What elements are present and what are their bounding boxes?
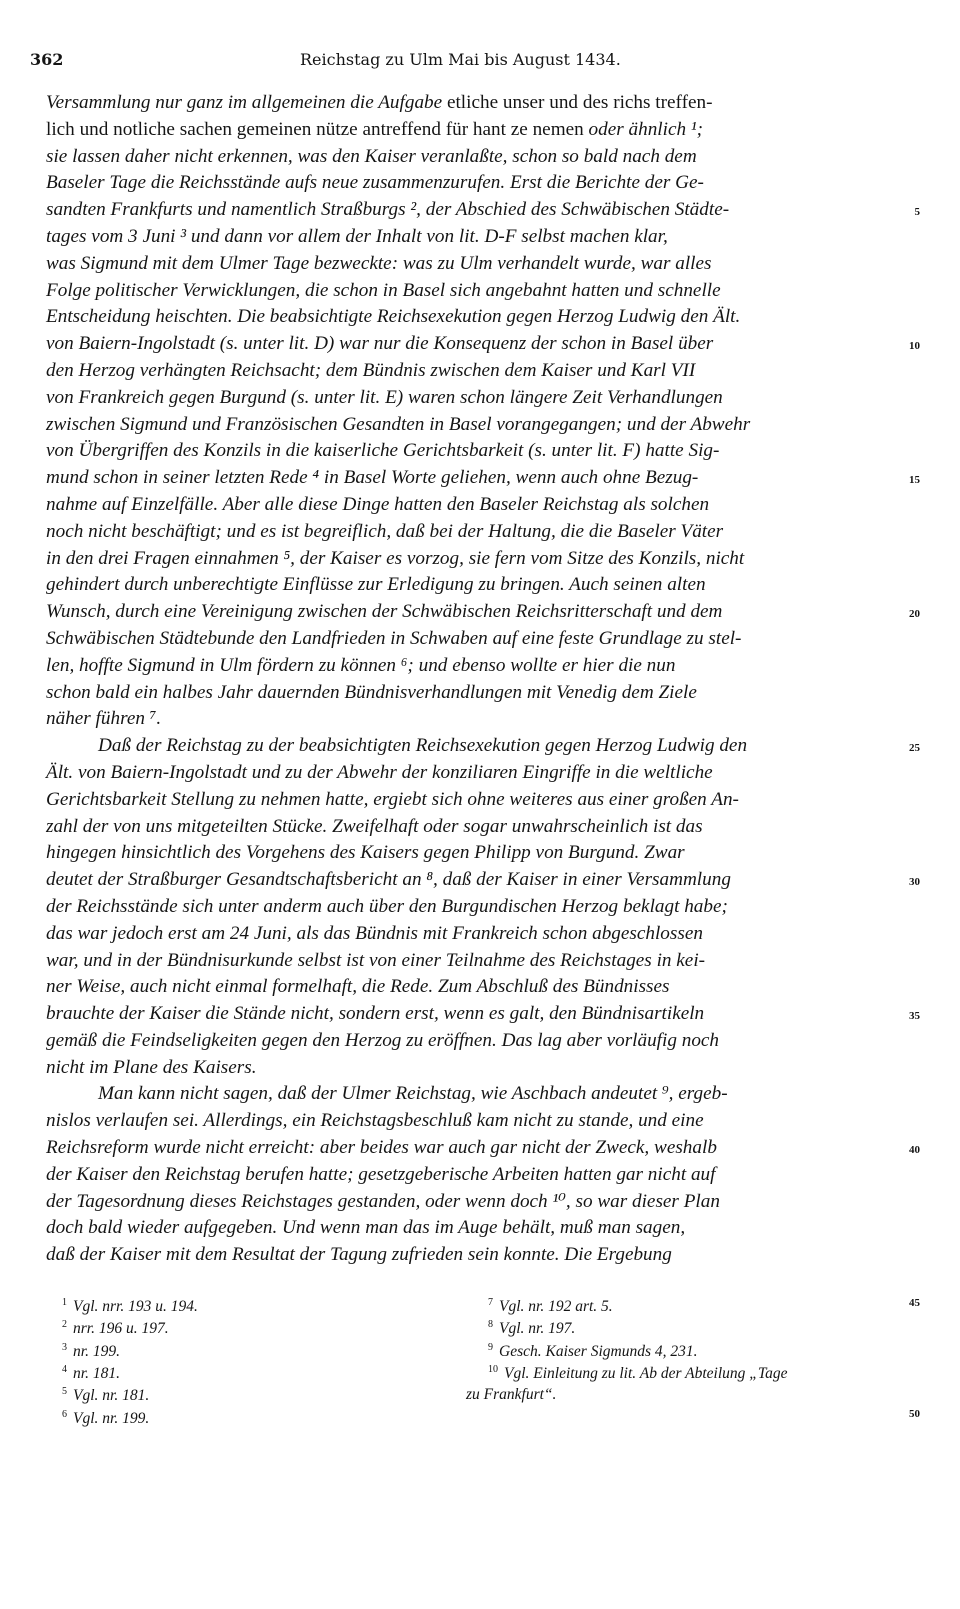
footnote bbox=[488, 1364, 787, 1383]
text-line bbox=[46, 412, 894, 439]
text-segment: Reichsreform wurde nicht erreicht: aber beides war auch gar nicht der Zweck, weshalb bbox=[46, 1137, 717, 1159]
text-segment: etliche unser und des richs treffen- bbox=[446, 92, 713, 113]
footnote-mark: 3 bbox=[62, 1341, 67, 1353]
text-line bbox=[46, 304, 894, 331]
footnote bbox=[488, 1342, 697, 1361]
text-line bbox=[46, 519, 894, 546]
text-line bbox=[46, 1028, 894, 1055]
footnote bbox=[62, 1319, 169, 1338]
footnote bbox=[62, 1342, 120, 1361]
text-segment: doch bald wieder aufgegeben. Und wenn man das im Auge behält, muß man sagen, bbox=[46, 1217, 686, 1239]
text-line bbox=[46, 438, 894, 465]
text-segment: brauchte der Kaiser die Stände nicht, sondern erst, wenn es galt, den Bündnisartikeln bbox=[46, 1003, 705, 1025]
text-segment: Gerichtsbarkeit Stellung zu nehmen hatte, ergiebt sich ohne weiteres aus einer großen An- bbox=[46, 788, 739, 810]
footnote bbox=[62, 1364, 120, 1383]
text-segment: von Übergriffen des Konzils in die kaiserliche Gerichtsbarkeit (s. unter lit. F) hatte Sig- bbox=[46, 440, 720, 462]
text-line bbox=[46, 278, 894, 305]
text-segment: noch nicht beschäftigt; und es ist begreiflich, daß bei der Haltung, die die Baseler Väter bbox=[46, 520, 724, 542]
text-segment: Ält. von Baiern-Ingolstadt und zu der Abwehr der konziliaren Eingriffe in die weltliche bbox=[46, 761, 713, 783]
footnote-mark: 1 bbox=[62, 1297, 67, 1308]
text-line bbox=[46, 760, 894, 787]
footnote-text: Vgl. Einleitung zu lit. Ab der Abteilung „Tage bbox=[504, 1365, 788, 1383]
running-title: Reichstag zu Ulm Mai bis August 1434. bbox=[300, 50, 621, 69]
text-segment: Folge politischer Verwicklungen, die schon in Basel sich angebahnt hatten und schnelle bbox=[46, 279, 721, 301]
footnote-text: Vgl. nr. 199. bbox=[73, 1409, 150, 1427]
text-segment: nahme auf Einzelfälle. Aber alle diese Dinge hatten den Baseler Reichstag als solchen bbox=[46, 493, 710, 515]
text-line bbox=[46, 653, 894, 680]
text-segment: das war jedoch erst am 24 Juni, als das Bündnis mit Frankreich schon abgeschlossen bbox=[46, 922, 703, 944]
text-segment: gehindert durch unberechtigte Einflüsse zur Erledigung zu bringen. Auch seinen alten bbox=[46, 574, 706, 596]
text-line bbox=[46, 706, 894, 733]
text-line bbox=[46, 599, 894, 626]
text-segment: in den drei Fragen einnahmen ⁵, der Kaiser es vorzog, sie fern vom Sitze des Konzils, nicht bbox=[46, 547, 745, 569]
text-segment: Wunsch, durch eine Vereinigung zwischen der Schwäbischen Reichsritterschaft und dem bbox=[46, 601, 723, 623]
text-line bbox=[46, 814, 894, 841]
text-line bbox=[46, 197, 894, 224]
footnote-text: zu Frankfurt“. bbox=[466, 1386, 557, 1404]
footnote-mark: 6 bbox=[62, 1408, 67, 1420]
footnote-mark: 8 bbox=[488, 1319, 493, 1331]
footnote-text: nr. 199. bbox=[73, 1342, 120, 1360]
footnote-text: Vgl. nrr. 193 u. 194. bbox=[73, 1298, 198, 1316]
text-segment: schon bald ein halbes Jahr dauernden Bündnisverhandlungen mit Venedig dem Ziele bbox=[46, 681, 697, 703]
text-segment: näher führen ⁷. bbox=[46, 708, 162, 730]
footnote-text: nr. 181. bbox=[73, 1365, 120, 1383]
text-line bbox=[46, 867, 894, 894]
footnote-text: nrr. 196 u. 197. bbox=[73, 1320, 169, 1338]
text-line bbox=[46, 1215, 894, 1242]
text-segment: zahl der von uns mitgeteilten Stücke. Zweifelhaft oder sogar unwahrscheinlich ist das bbox=[46, 815, 703, 837]
text-segment: tages vom 3 Juni ³ und dann vor allem der Inhalt von lit. D-F selbst machen klar, bbox=[46, 225, 668, 247]
footnote bbox=[62, 1386, 149, 1405]
footnote-text: Gesch. Kaiser Sigmunds 4, 231. bbox=[499, 1342, 698, 1360]
text-line bbox=[46, 546, 894, 573]
line-number: 25 bbox=[909, 742, 920, 755]
page-number: 362 bbox=[30, 50, 64, 69]
text-segment: Man kann nicht sagen, daß der Ulmer Reichstag, wie Aschbach andeutet ⁹, ergeb- bbox=[98, 1083, 728, 1105]
text-line bbox=[46, 894, 894, 921]
text-segment: der Kaiser den Reichstag berufen hatte; gesetzgeberische Arbeiten hatten gar nicht auf bbox=[46, 1163, 716, 1185]
text-segment: nislos verlaufen sei. Allerdings, ein Reichstagsbeschluß kam nicht zu stande, und eine bbox=[46, 1110, 704, 1132]
text-line bbox=[46, 572, 894, 599]
text-segment: gemäß die Feindseligkeiten gegen den Herzog zu eröffnen. Das lag aber vorläufig noch bbox=[46, 1029, 720, 1051]
text-line bbox=[46, 948, 894, 975]
text-segment: was Sigmund mit dem Ulmer Tage bezweckte: was zu Ulm verhandelt wurde, war alles bbox=[46, 252, 712, 274]
line-number: 5 bbox=[914, 206, 920, 219]
text-segment: len, hoffte Sigmund in Ulm fördern zu können ⁶; und ebenso wollte er hier die nun bbox=[46, 654, 676, 676]
text-segment: den Herzog verhängten Reichsacht; dem Bündnis zwischen dem Kaiser und Karl VII bbox=[46, 359, 696, 381]
text-line bbox=[46, 1001, 894, 1028]
text-line bbox=[46, 465, 894, 492]
text-segment: Versammlung nur ganz im allgemeinen die Aufgabe bbox=[46, 92, 447, 113]
text-line bbox=[46, 385, 894, 412]
footnote-text: Vgl. nr. 197. bbox=[499, 1320, 576, 1338]
text-line bbox=[46, 1135, 894, 1162]
footnote-mark: 9 bbox=[488, 1341, 493, 1353]
text-segment: ner Weise, auch nicht einmal formelhaft, die Rede. Zum Abschluß des Bündnisses bbox=[46, 976, 670, 998]
line-number: 10 bbox=[909, 340, 920, 353]
text-line bbox=[46, 90, 894, 117]
footnote bbox=[62, 1409, 149, 1428]
text-line bbox=[46, 1242, 894, 1269]
footnote-mark: 7 bbox=[488, 1297, 493, 1308]
text-line bbox=[46, 117, 894, 144]
text-line bbox=[46, 224, 894, 251]
body-text bbox=[46, 90, 894, 1269]
text-segment: sandten Frankfurts und namentlich Straßburgs ², der Abschied des Schwäbischen Städte- bbox=[46, 199, 730, 221]
text-line bbox=[46, 170, 894, 197]
text-segment: hingegen hinsichtlich des Vorgehens des Kaisers gegen Philipp von Burgund. Zwar bbox=[46, 842, 685, 864]
text-segment: Entscheidung heischten. Die beabsichtigte Reichsexekution gegen Herzog Ludwig den Ält. bbox=[46, 306, 741, 328]
text-line bbox=[46, 974, 894, 1001]
text-segment: lich und notliche sachen gemeinen nütze antreffend für hant ze nemen bbox=[46, 118, 589, 140]
text-line bbox=[46, 787, 894, 814]
text-line bbox=[46, 840, 894, 867]
text-segment: daß der Kaiser mit dem Resultat der Tagung zufrieden sein konnte. Die Ergebung bbox=[46, 1244, 672, 1266]
text-segment: Baseler Tage die Reichsstände aufs neue zusammenzurufen. Erst die Berichte der Ge- bbox=[46, 172, 704, 194]
text-line bbox=[46, 626, 894, 653]
text-line bbox=[46, 492, 894, 519]
line-number: 45 bbox=[909, 1297, 920, 1309]
text-line bbox=[46, 1162, 894, 1189]
text-line bbox=[46, 251, 894, 278]
text-line bbox=[46, 358, 894, 385]
footnote-mark: 2 bbox=[62, 1319, 67, 1331]
text-segment: war, und in der Bündnisurkunde selbst ist von einer Teilnahme des Reichstages in kei- bbox=[46, 949, 706, 971]
text-segment: der Tagesordnung dieses Reichstages gestanden, oder wenn doch ¹⁰, so war dieser Plan bbox=[46, 1190, 720, 1212]
line-number: 40 bbox=[909, 1144, 920, 1157]
text-segment: sie lassen daher nicht erkennen, was den Kaiser veranlaßte, schon so bald nach dem bbox=[46, 145, 697, 167]
line-number: 20 bbox=[909, 608, 920, 621]
text-line bbox=[46, 1081, 894, 1108]
text-line bbox=[46, 331, 894, 358]
footnote-mark: 5 bbox=[62, 1386, 67, 1398]
line-number: 50 bbox=[909, 1408, 920, 1420]
text-segment: oder ähnlich ¹; bbox=[588, 118, 704, 140]
footnote-mark: 10 bbox=[488, 1363, 498, 1375]
line-number: 15 bbox=[909, 474, 920, 487]
text-line bbox=[46, 144, 894, 171]
text-segment: Daß der Reichstag zu der beabsichtigten Reichsexekution gegen Herzog Ludwig den bbox=[98, 735, 748, 757]
text-line bbox=[46, 1189, 894, 1216]
footnote bbox=[488, 1319, 575, 1338]
text-segment: Schwäbischen Städtebunde den Landfrieden in Schwaben auf eine feste Grundlage zu stel- bbox=[46, 627, 742, 649]
text-line bbox=[46, 1055, 894, 1082]
text-segment: der Reichsstände sich unter anderm auch über den Burgundischen Herzog beklagt habe; bbox=[46, 895, 728, 917]
text-segment: zwischen Sigmund und Französischen Gesandten in Basel vorangegangen; und der Abwehr bbox=[46, 413, 751, 435]
footnote-text: Vgl. nr. 181. bbox=[73, 1387, 150, 1405]
footnote bbox=[488, 1297, 613, 1316]
footnote-text: Vgl. nr. 192 art. 5. bbox=[499, 1298, 613, 1316]
line-number: 35 bbox=[909, 1010, 920, 1023]
footnote bbox=[466, 1386, 556, 1404]
line-number: 30 bbox=[909, 876, 920, 889]
footnote-mark: 4 bbox=[62, 1363, 67, 1375]
text-segment: von Frankreich gegen Burgund (s. unter lit. E) waren schon längere Zeit Verhandlungen bbox=[46, 386, 723, 408]
text-line bbox=[46, 733, 894, 760]
text-segment: von Baiern-Ingolstadt (s. unter lit. D) war nur die Konsequenz der schon in Basel über bbox=[46, 333, 714, 355]
text-line bbox=[46, 680, 894, 707]
text-line bbox=[46, 1108, 894, 1135]
text-line bbox=[46, 921, 894, 948]
text-segment: nicht im Plane des Kaisers. bbox=[46, 1056, 257, 1078]
footnote bbox=[62, 1297, 198, 1316]
text-segment: deutet der Straßburger Gesandtschaftsbericht an ⁸, daß der Kaiser in einer Versammlung bbox=[46, 869, 731, 891]
text-segment: mund schon in seiner letzten Rede ⁴ in Basel Worte geliehen, wenn auch ohne Bezug- bbox=[46, 467, 699, 489]
